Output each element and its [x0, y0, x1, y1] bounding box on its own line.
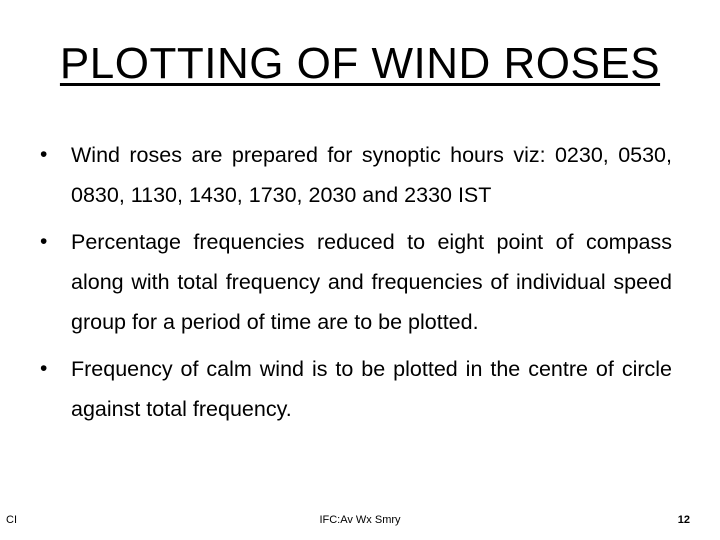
footer-center-label: IFC:Av Wx Smry — [319, 514, 401, 526]
bullet-text-1: Wind roses are prepared for synoptic hours viz: 0230, 0530, 0830, 1130, 1430, 1730, 2030 and 2330 IST — [71, 143, 672, 207]
bullet-dot-icon: • — [40, 357, 48, 380]
bullet-text-2: Percentage frequencies reduced to eight point of compass along with total frequency and frequencies of individual speed group for a period of time are to be plotted. — [71, 230, 672, 334]
bullet-list — [40, 135, 672, 436]
bullet-item-2 — [40, 222, 672, 342]
footer-left-label: CI — [6, 514, 17, 526]
bullet-dot-icon: • — [40, 143, 48, 166]
bullet-item-3 — [40, 349, 672, 429]
slide-title: PLOTTING OF WIND ROSES — [59, 39, 661, 88]
bullet-text-3: Frequency of calm wind is to be plotted in the centre of circle against total frequency. — [71, 357, 672, 421]
page-number: 12 — [677, 514, 690, 526]
bullet-item-1 — [40, 135, 672, 215]
bullet-dot-icon: • — [40, 230, 48, 253]
